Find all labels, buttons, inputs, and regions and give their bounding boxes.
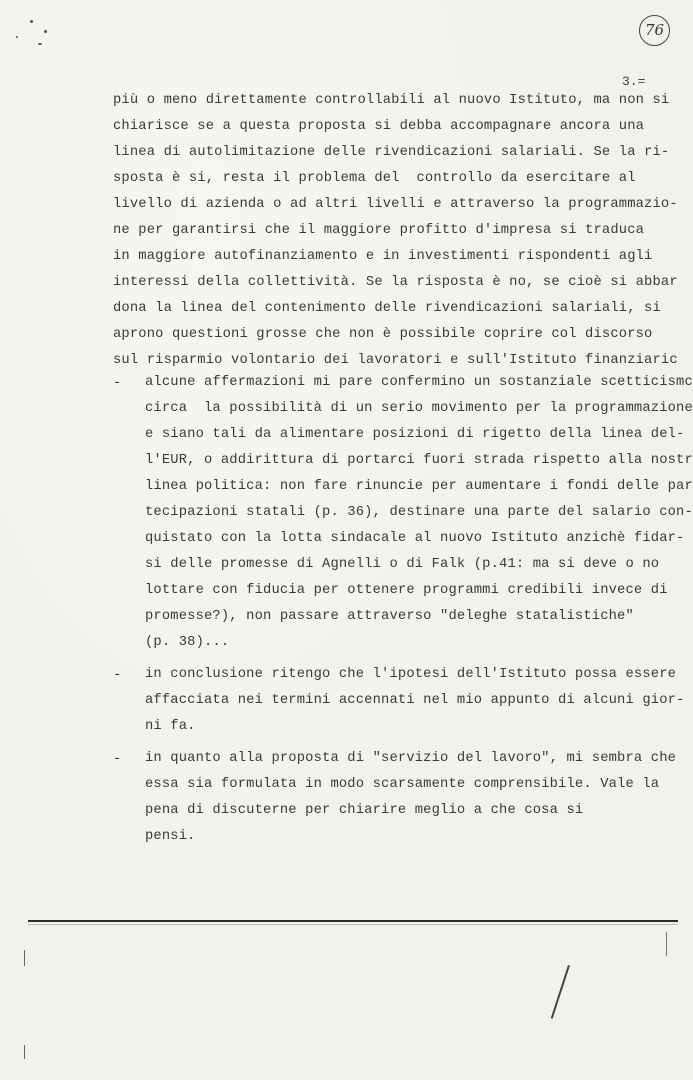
pencil-slash-mark [551, 965, 570, 1019]
text-line: livello di azienda o ad altri livelli e attraverso la programmazio- [113, 197, 678, 212]
margin-mark [666, 932, 667, 956]
text-line: sul risparmio volontario dei lavoratori e sull'Istituto finanziaric [113, 353, 678, 368]
text-line: e siano tali da alimentare posizioni di rigetto della linea del- [145, 427, 685, 442]
text-line: interessi della collettività. Se la risposta è no, se cioè si abbar [113, 275, 678, 290]
horizontal-rule [28, 920, 678, 922]
folio-number-stamp: 76 [639, 15, 670, 46]
text-line: più o meno direttamente controllabili al nuovo Istituto, ma non si [113, 93, 670, 108]
margin-mark [24, 1045, 25, 1059]
text-line: circa la possibilità di un serio movimento per la programmazione [145, 401, 693, 416]
text-line: in conclusione ritengo che l'ipotesi dell'Istituto possa essere [145, 667, 677, 682]
text-line: dona la linea del contenimento delle rivendicazioni salariali, si [113, 301, 661, 316]
margin-mark [24, 950, 25, 966]
text-line: sposta è si, resta il problema del controllo da esercitare al [113, 171, 636, 186]
scan-speck [30, 20, 33, 23]
text-line: affacciata nei termini accennati nel mio appunto di alcuni gior- [145, 693, 685, 708]
text-line: quistato con la lotta sindacale al nuovo Istituto anzichè fidar- [145, 531, 685, 546]
text-line: promesse?), non passare attraverso "deleghe statalistiche" [145, 609, 634, 624]
text-line: pena di discuterne per chiarire meglio a che cosa si [145, 803, 584, 818]
page-number: 3.= [622, 74, 646, 89]
text-line: in maggiore autofinanziamento e in investimenti rispondenti agli [113, 249, 653, 264]
bullet-dash: - [113, 751, 122, 767]
scan-speck [44, 30, 47, 33]
text-line: ne per garantirsi che il maggiore profitto d'impresa si traduca [113, 223, 645, 238]
horizontal-rule-shadow [28, 924, 678, 925]
text-line: (p. 38)... [145, 635, 230, 650]
scan-speck [38, 43, 42, 45]
text-line: aprono questioni grosse che non è possibile coprire col discorso [113, 327, 653, 342]
text-line: linea politica: non fare rinuncie per aumentare i fondi delle par [145, 479, 693, 494]
text-line: pensi. [145, 829, 196, 844]
bullet-dash: - [113, 375, 122, 391]
bullet-dash: - [113, 667, 122, 683]
text-line: l'EUR, o addirittura di portarci fuori strada rispetto alla nostr [145, 453, 693, 468]
text-line: linea di autolimitazione delle rivendicazioni salariali. Se la ri- [113, 145, 670, 160]
text-line: essa sia formulata in modo scarsamente comprensibile. Vale la [145, 777, 660, 792]
text-line: lottare con fiducia per ottenere programmi credibili invece di [145, 583, 668, 598]
text-line: alcune affermazioni mi pare confermino un sostanziale scetticismc [145, 375, 693, 390]
text-line: si delle promesse di Agnelli o di Falk (p.41: ma si deve o no [145, 557, 660, 572]
text-line: chiarisce se a questa proposta si debba accompagnare ancora una [113, 119, 645, 134]
text-line: in quanto alla proposta di "servizio del lavoro", mi sembra che [145, 751, 677, 766]
text-line: ni fa. [145, 719, 196, 734]
text-line: tecipazioni statali (p. 36), destinare una parte del salario con- [145, 505, 693, 520]
scan-speck [16, 36, 18, 38]
